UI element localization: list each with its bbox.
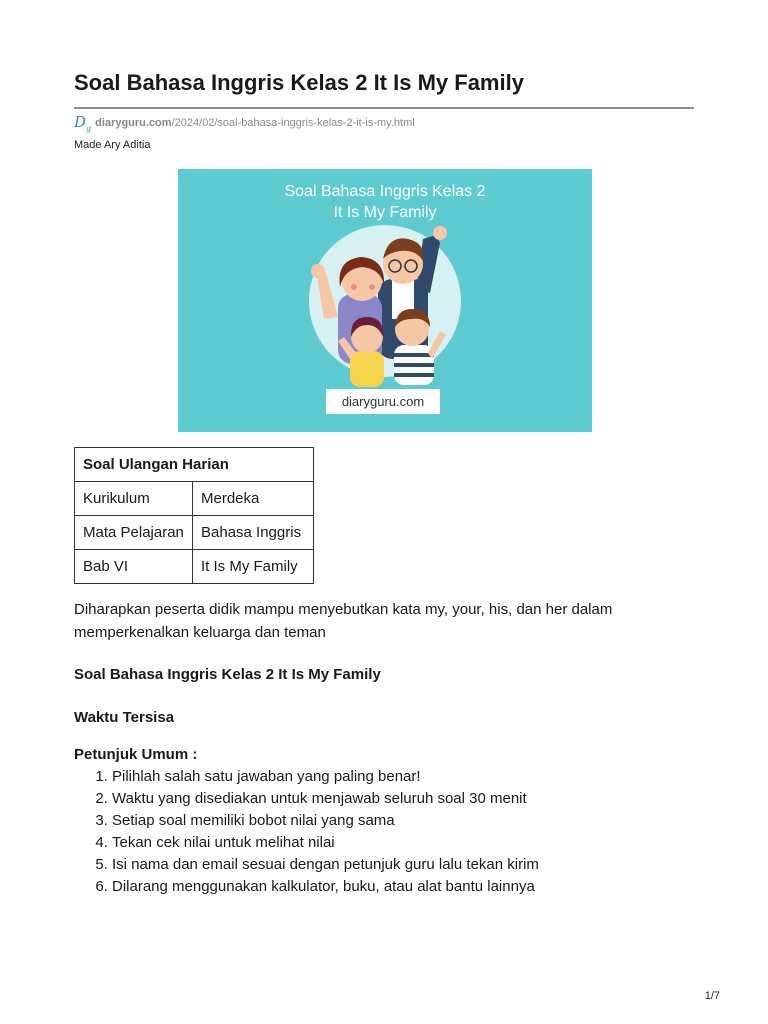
table-cell-label: Mata Pelajaran	[75, 516, 193, 550]
table-cell-label: Kurikulum	[75, 482, 193, 516]
logo-letter: D	[74, 113, 87, 131]
list-item: 2. Waktu yang disediakan untuk menjawab seluruh soal 30 menit	[112, 788, 539, 810]
table-cell-value: Bahasa Inggris	[193, 516, 314, 550]
time-remaining-label: Waktu Tersisa	[74, 709, 175, 726]
hero-badge: diaryguru.com	[326, 389, 440, 414]
instructions-title: Petunjuk Umum :	[74, 746, 198, 763]
source-path: /2024/02/soal-bahasa-inggris-kelas-2-it-is-my.html	[171, 117, 415, 129]
list-item: 1. Pilihlah salah satu jawaban yang paling benar!	[112, 766, 539, 788]
hero-title-line1: Soal Bahasa Inggris Kelas 2	[284, 183, 486, 200]
hero-title-line2: It Is My Family	[333, 204, 437, 221]
table-header: Soal Ulangan Harian	[75, 448, 314, 482]
list-item: 5. Isi nama dan email sesuai dengan petunjuk guru lalu tekan kirim	[112, 854, 539, 876]
author-name: Made Ary Aditia	[74, 139, 151, 151]
source-domain: diaryguru.com	[95, 117, 172, 129]
page-number: 1/7	[704, 990, 720, 1002]
logo-sub-letter: g	[86, 124, 92, 133]
page-title: Soal Bahasa Inggris Kelas 2 It Is My Family	[74, 70, 524, 95]
table-cell-value: It Is My Family	[193, 550, 314, 584]
info-table	[74, 447, 314, 584]
section-title: Soal Bahasa Inggris Kelas 2 It Is My Family	[74, 666, 381, 683]
list-item: 4. Tekan cek nilai untuk melihat nilai	[112, 832, 539, 854]
source-line	[74, 113, 415, 133]
intro-paragraph: Diharapkan peserta didik mampu menyebutkan kata my, your, his, dan her dalam memperkenalkan keluarga dan teman	[74, 601, 613, 641]
table-row	[75, 482, 314, 516]
table-cell-label: Bab VI	[75, 550, 193, 584]
hero-image	[178, 169, 592, 432]
table-row	[75, 516, 314, 550]
title-divider	[74, 107, 694, 109]
diaryguru-logo-icon	[74, 113, 91, 133]
table-cell-value: Merdeka	[193, 482, 314, 516]
instructions-list	[74, 766, 539, 898]
table-header-row	[75, 448, 314, 482]
source-link[interactable]	[95, 117, 415, 129]
list-item: 6. Dilarang menggunakan kalkulator, buku, atau alat bantu lainnya	[112, 876, 539, 898]
list-item: 3. Setiap soal memiliki bobot nilai yang sama	[112, 810, 539, 832]
table-row	[75, 550, 314, 584]
